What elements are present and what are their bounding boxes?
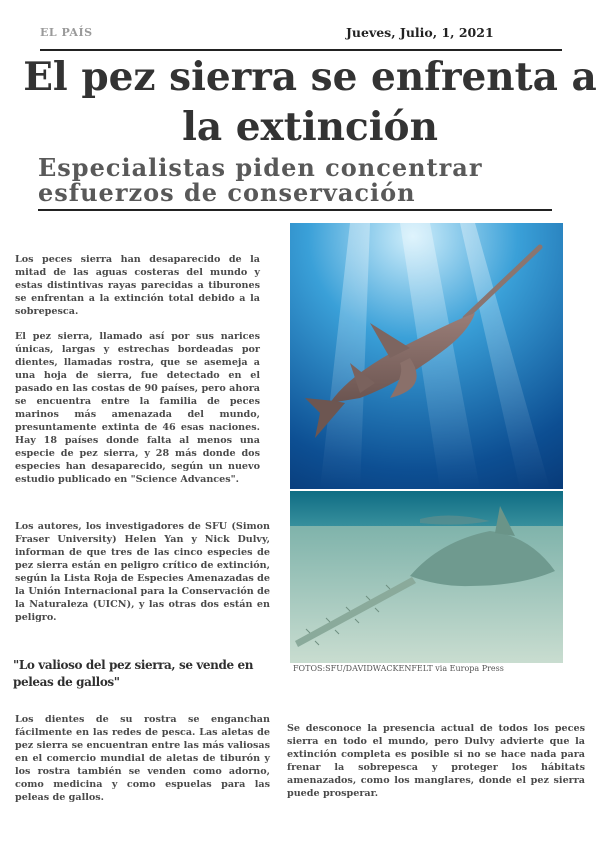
paragraph-teeth: Los dientes de su rostra se enganchan fácilmente en las redes de pesca. Las aletas de pez sierra se encuentran entre las más valiosas en el comercio mundial de aletas de tiburón y los rostra también se venden como adorno, como medicina y como espuelas para las peleas de gallos. [15,714,270,803]
sawfish-swimming-photo [290,223,563,489]
paragraph-authors: Los autores, los investigadores de SFU (Simon Fraser University) Helen Yan y Nick Dulvy, informan de que tres de las cinco especies de pez sierra están en peligro crítico de extinción, según la Lista Roja de Especies Amenazadas de la Unión Internacional para la Conservación de la Naturaleza (UICN), y las otras dos están en peligro. [15,521,270,623]
subheadline: Especialistas piden concentrar esfuerzos de conservación [38,153,483,207]
pull-quote: "Lo valioso del pez sierra, se vende en peleas de gallos" [13,658,254,689]
sawfish-on-seabed-photo [290,491,563,663]
publication-date: Jueves, Julio, 1, 2021 [346,25,494,40]
masthead: EL PAÍS [40,26,93,39]
paragraph-conclusion: Se desconoce la presencia actual de todos los peces sierra en todo el mundo, pero Dulvy advierte que la extinción completa es posible si no se hace nada para frenar la sobrepesca y proteger los hábitats amenazados, como los manglares, donde el pez sierra puede prosperar. [287,723,585,799]
paragraph-intro: Los peces sierra han desaparecido de la mitad de las aguas costeras del mundo y estas distintivas rayas parecidas a tiburones se enfrentan a la extinción total debido a la sobrepesca. [15,254,260,317]
photo-caption: FOTOS:SFU/DAVIDWACKENFELT via Europa Press [293,664,504,673]
top-divider [40,49,562,51]
headline: El pez sierra se enfrenta a la extinción [23,54,597,150]
subheadline-divider [38,209,552,211]
paragraph-description: El pez sierra, llamado así por sus narices únicas, largas y estrechas bordeadas por dientes, llamadas rostra, que se asemeja a una hoja de sierra, fue detectado en el pasado en las costas de 90 países, pero ahora se encuentra entre la familia de peces marinos más amenazada del mundo, presuntamente extinta de 46 esas naciones. Hay 18 países donde falta al menos una especie de pez sierra, y 28 más donde dos especies han desaparecido, según un nuevo estudio publicado en "Science Advances". [15,331,260,485]
